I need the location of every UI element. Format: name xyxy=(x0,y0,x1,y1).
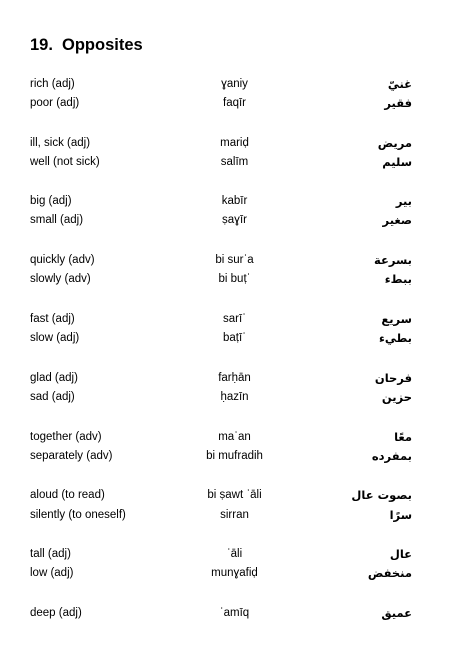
english-term: glad (adj) xyxy=(30,372,78,384)
transliteration-cell xyxy=(221,74,248,94)
vocab-row xyxy=(0,269,474,289)
arabic-term: سرًا xyxy=(389,508,412,522)
arabic-term: مريض xyxy=(377,136,412,150)
arabic-term: سليم xyxy=(382,155,412,169)
arabic-term: حزين xyxy=(381,390,412,404)
transliteration: bi surʿa xyxy=(215,254,254,266)
transliteration: sirran xyxy=(220,509,249,521)
english-term: slowly (adv) xyxy=(30,273,91,285)
transliteration-cell xyxy=(211,563,258,583)
transliteration: ṣaɣīr xyxy=(222,214,247,226)
vocab-row xyxy=(0,563,474,583)
transliteration: ʿamīq xyxy=(219,607,250,619)
transliteration: ʿāli xyxy=(226,548,243,560)
arabic-term: معًا xyxy=(394,430,412,444)
transliteration-cell xyxy=(226,544,243,564)
transliteration: ḥazīn xyxy=(220,391,249,403)
english-term: slow (adj) xyxy=(30,332,80,344)
vocab-row xyxy=(0,191,474,211)
transliteration: faqīr xyxy=(223,97,247,109)
arabic-term: بطيء xyxy=(378,331,412,345)
transliteration: farḥān xyxy=(218,372,251,384)
transliteration: ɣaniy xyxy=(221,78,248,90)
transliteration-cell xyxy=(220,133,249,153)
transliteration-cell xyxy=(219,603,250,623)
transliteration: maʿan xyxy=(218,431,251,443)
section-title xyxy=(30,36,143,55)
vocab-row xyxy=(0,250,474,270)
arabic-term: فرحان xyxy=(374,371,412,385)
vocab-row xyxy=(0,309,474,329)
transliteration-cell xyxy=(220,152,249,172)
arabic-term: صغير xyxy=(382,213,412,227)
vocab-row xyxy=(0,210,474,230)
arabic-term: بصوت عال xyxy=(351,488,412,502)
transliteration-cell xyxy=(223,328,247,348)
arabic-term: بير xyxy=(395,194,412,208)
transliteration-cell xyxy=(206,446,263,466)
transliteration: munɣafiḍ xyxy=(211,567,258,579)
english-term: well (not sick) xyxy=(30,156,100,168)
transliteration-cell xyxy=(215,250,254,270)
english-term: together (adv) xyxy=(30,431,102,443)
transliteration-cell xyxy=(223,309,246,329)
section-number: 19. xyxy=(30,36,53,54)
vocab-row xyxy=(0,427,474,447)
vocab-row xyxy=(0,505,474,525)
arabic-term: منخفض xyxy=(367,566,412,580)
transliteration-cell xyxy=(220,505,249,525)
arabic-term: عال xyxy=(389,547,412,561)
transliteration: baṭīʾ xyxy=(223,332,247,344)
english-term: separately (adv) xyxy=(30,450,113,462)
vocab-row xyxy=(0,152,474,172)
vocab-row xyxy=(0,133,474,153)
english-term: aloud (to read) xyxy=(30,489,105,501)
vocab-row xyxy=(0,446,474,466)
english-term: quickly (adv) xyxy=(30,254,95,266)
transliteration-cell xyxy=(218,269,251,289)
transliteration: bi buṭʾ xyxy=(218,273,251,285)
vocab-row xyxy=(0,603,474,623)
english-term: ill, sick (adj) xyxy=(30,137,91,149)
vocab-row xyxy=(0,328,474,348)
arabic-term: بسرعة xyxy=(373,253,412,267)
english-term: poor (adj) xyxy=(30,97,80,109)
transliteration-cell xyxy=(222,210,247,230)
vocab-row xyxy=(0,544,474,564)
transliteration-cell xyxy=(218,368,251,388)
transliteration: bi ṣawt ʿāli xyxy=(207,489,262,501)
arabic-term: فقير xyxy=(384,96,412,110)
english-term: deep (adj) xyxy=(30,607,82,619)
arabic-term: سريع xyxy=(381,312,412,326)
arabic-term: بمفرده xyxy=(371,449,412,463)
transliteration: sarīʿ xyxy=(223,313,246,325)
transliteration: salīm xyxy=(220,156,249,168)
vocab-row xyxy=(0,485,474,505)
transliteration-cell xyxy=(221,191,248,211)
english-term: low (adj) xyxy=(30,567,74,579)
transliteration-cell xyxy=(223,93,247,113)
english-term: silently (to oneself) xyxy=(30,509,126,521)
arabic-term: عميق xyxy=(381,606,412,620)
transliteration: bi mufradih xyxy=(206,450,263,462)
transliteration-cell xyxy=(220,387,249,407)
vocab-row xyxy=(0,74,474,94)
english-term: small (adj) xyxy=(30,214,84,226)
english-term: sad (adj) xyxy=(30,391,75,403)
english-term: big (adj) xyxy=(30,195,72,207)
section-title-text: Opposites xyxy=(62,36,143,54)
transliteration-cell xyxy=(207,485,262,505)
transliteration: kabīr xyxy=(221,195,248,207)
vocab-row xyxy=(0,387,474,407)
transliteration: mariḍ xyxy=(220,137,249,149)
transliteration-cell xyxy=(218,427,251,447)
english-term: rich (adj) xyxy=(30,78,75,90)
vocab-row xyxy=(0,368,474,388)
arabic-term: ببطء xyxy=(384,272,412,286)
arabic-term: غنيّ xyxy=(387,77,412,91)
english-term: tall (adj) xyxy=(30,548,71,560)
english-term: fast (adj) xyxy=(30,313,75,325)
vocab-row xyxy=(0,93,474,113)
